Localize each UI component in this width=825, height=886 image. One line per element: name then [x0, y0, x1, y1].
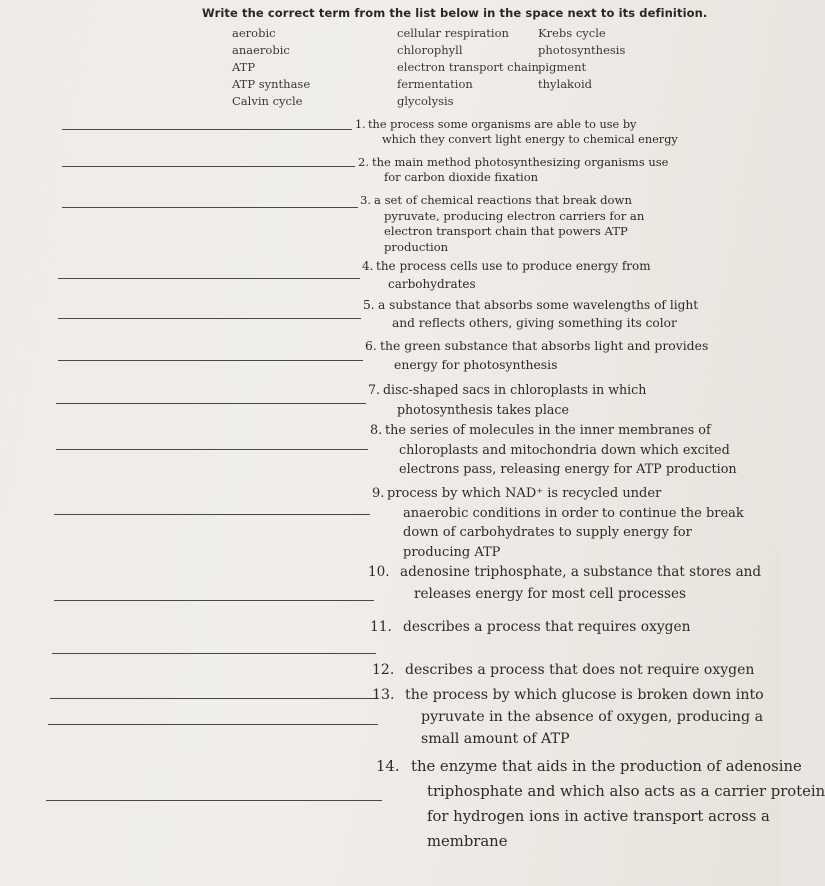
definition-number: 13. — [372, 687, 395, 703]
definition-text: producing ATP — [403, 544, 501, 560]
definition-text: small amount of ATP — [421, 731, 570, 747]
definition-text: the process some organisms are able to use by — [368, 118, 637, 131]
definition-text: pyruvate in the absence of oxygen, producing a — [421, 709, 764, 725]
answer-blank[interactable] — [58, 318, 361, 319]
word-bank-term: Calvin cycle — [232, 94, 303, 108]
definition-text: disc-shaped sacs in chloroplasts in which — [383, 382, 647, 397]
word-bank-term: fermentation — [397, 77, 473, 91]
definition-number: 6. — [365, 338, 377, 353]
definition-text: the main method photosynthesizing organisms use — [372, 155, 669, 169]
definition-text: for carbon dioxide fixation — [384, 170, 539, 184]
definition-number: 12. — [372, 662, 395, 678]
definition-text: membrane — [427, 833, 508, 850]
answer-blank[interactable] — [48, 724, 378, 725]
word-bank-term: ATP synthase — [232, 77, 311, 91]
word-bank-term: thylakoid — [538, 77, 592, 91]
answer-blank[interactable] — [62, 129, 352, 130]
definition-text: process by which NAD⁺ is recycled under — [387, 486, 662, 501]
definition-number: 7. — [368, 382, 381, 397]
word-bank-term: ATP — [232, 60, 256, 74]
definition-number: 11. — [370, 619, 392, 635]
definition-text: carbohydrates — [388, 277, 476, 291]
answer-blank[interactable] — [62, 166, 355, 167]
word-bank-term: chlorophyll — [397, 43, 463, 57]
word-bank-term: photosynthesis — [538, 43, 626, 57]
definition-text: releases energy for most cell processes — [414, 586, 686, 602]
definition-text: describes a process that does not require oxygen — [405, 662, 755, 678]
answer-blank[interactable] — [50, 698, 378, 699]
definition-text: pyruvate, producing electron carriers for an — [384, 208, 645, 223]
word-bank-term: anaerobic — [232, 43, 290, 57]
answer-blank[interactable] — [56, 403, 366, 404]
word-bank-term: electron transport chain — [397, 60, 539, 74]
answer-blank[interactable] — [54, 600, 374, 601]
word-bank — [232, 26, 652, 110]
definition-number: 1. — [355, 118, 366, 131]
definition-number: 4. — [362, 259, 374, 273]
definition-number: 5. — [363, 298, 375, 312]
definition-text: energy for photosynthesis — [394, 357, 558, 372]
definition-number: 8. — [370, 423, 383, 438]
word-bank-term: pigment — [538, 60, 587, 74]
definition-text: chloroplasts and mitochondria down which excited — [399, 442, 730, 458]
definition-number: 3. — [360, 193, 372, 207]
definition-number: 2. — [358, 155, 369, 169]
definition-text: down of carbohydrates to supply energy for — [403, 525, 692, 540]
definition-text: photosynthesis takes place — [397, 401, 569, 417]
definition-number: 10. — [368, 564, 390, 580]
answer-blank[interactable] — [54, 514, 370, 515]
definition-text: for hydrogen ions in active transport across a — [427, 808, 770, 825]
answer-blank[interactable] — [46, 800, 382, 801]
definition-text: the enzyme that aids in the production of adenosine — [411, 758, 802, 775]
word-bank-term: aerobic — [232, 26, 276, 40]
definition-text: the series of molecules in the inner membranes of — [385, 423, 711, 438]
definition-number: 14. — [376, 758, 400, 775]
definition-text: the process by which glucose is broken down into — [405, 687, 764, 703]
answer-blank[interactable] — [58, 278, 360, 279]
answer-blank[interactable] — [56, 449, 368, 450]
definition-text: and reflects others, giving something its color — [392, 316, 677, 330]
word-bank-term: cellular respiration — [397, 26, 509, 40]
definition-text: adenosine triphosphate, a substance that stores and — [400, 564, 762, 580]
answer-blank[interactable] — [58, 360, 363, 361]
definition-text: anaerobic conditions in order to continue the break — [403, 505, 744, 521]
definition-text: electron transport chain that powers ATP — [384, 224, 628, 238]
definition-text: electrons pass, releasing energy for ATP production — [399, 462, 737, 477]
answer-blank[interactable] — [62, 207, 358, 208]
definition-text: the process cells use to produce energy from — [376, 259, 651, 273]
definition-text: which they convert light energy to chemical energy — [382, 132, 678, 146]
definition-text: triphosphate and which also acts as a carrier protein — [427, 783, 825, 800]
definition-text: the green substance that absorbs light and provides — [380, 338, 709, 353]
definition-text: a set of chemical reactions that break down — [374, 193, 632, 207]
definition-text: a substance that absorbs some wavelengths of light — [378, 298, 699, 312]
word-bank-term: Krebs cycle — [538, 26, 606, 40]
answer-blank[interactable] — [52, 653, 376, 654]
definition-text: production — [384, 239, 449, 254]
word-bank-term: glycolysis — [397, 94, 454, 108]
instructions: Write the correct term from the list below in the space next to its definition. — [202, 6, 708, 20]
definition-number: 9. — [372, 486, 385, 501]
definition-text: describes a process that requires oxygen — [403, 619, 691, 635]
